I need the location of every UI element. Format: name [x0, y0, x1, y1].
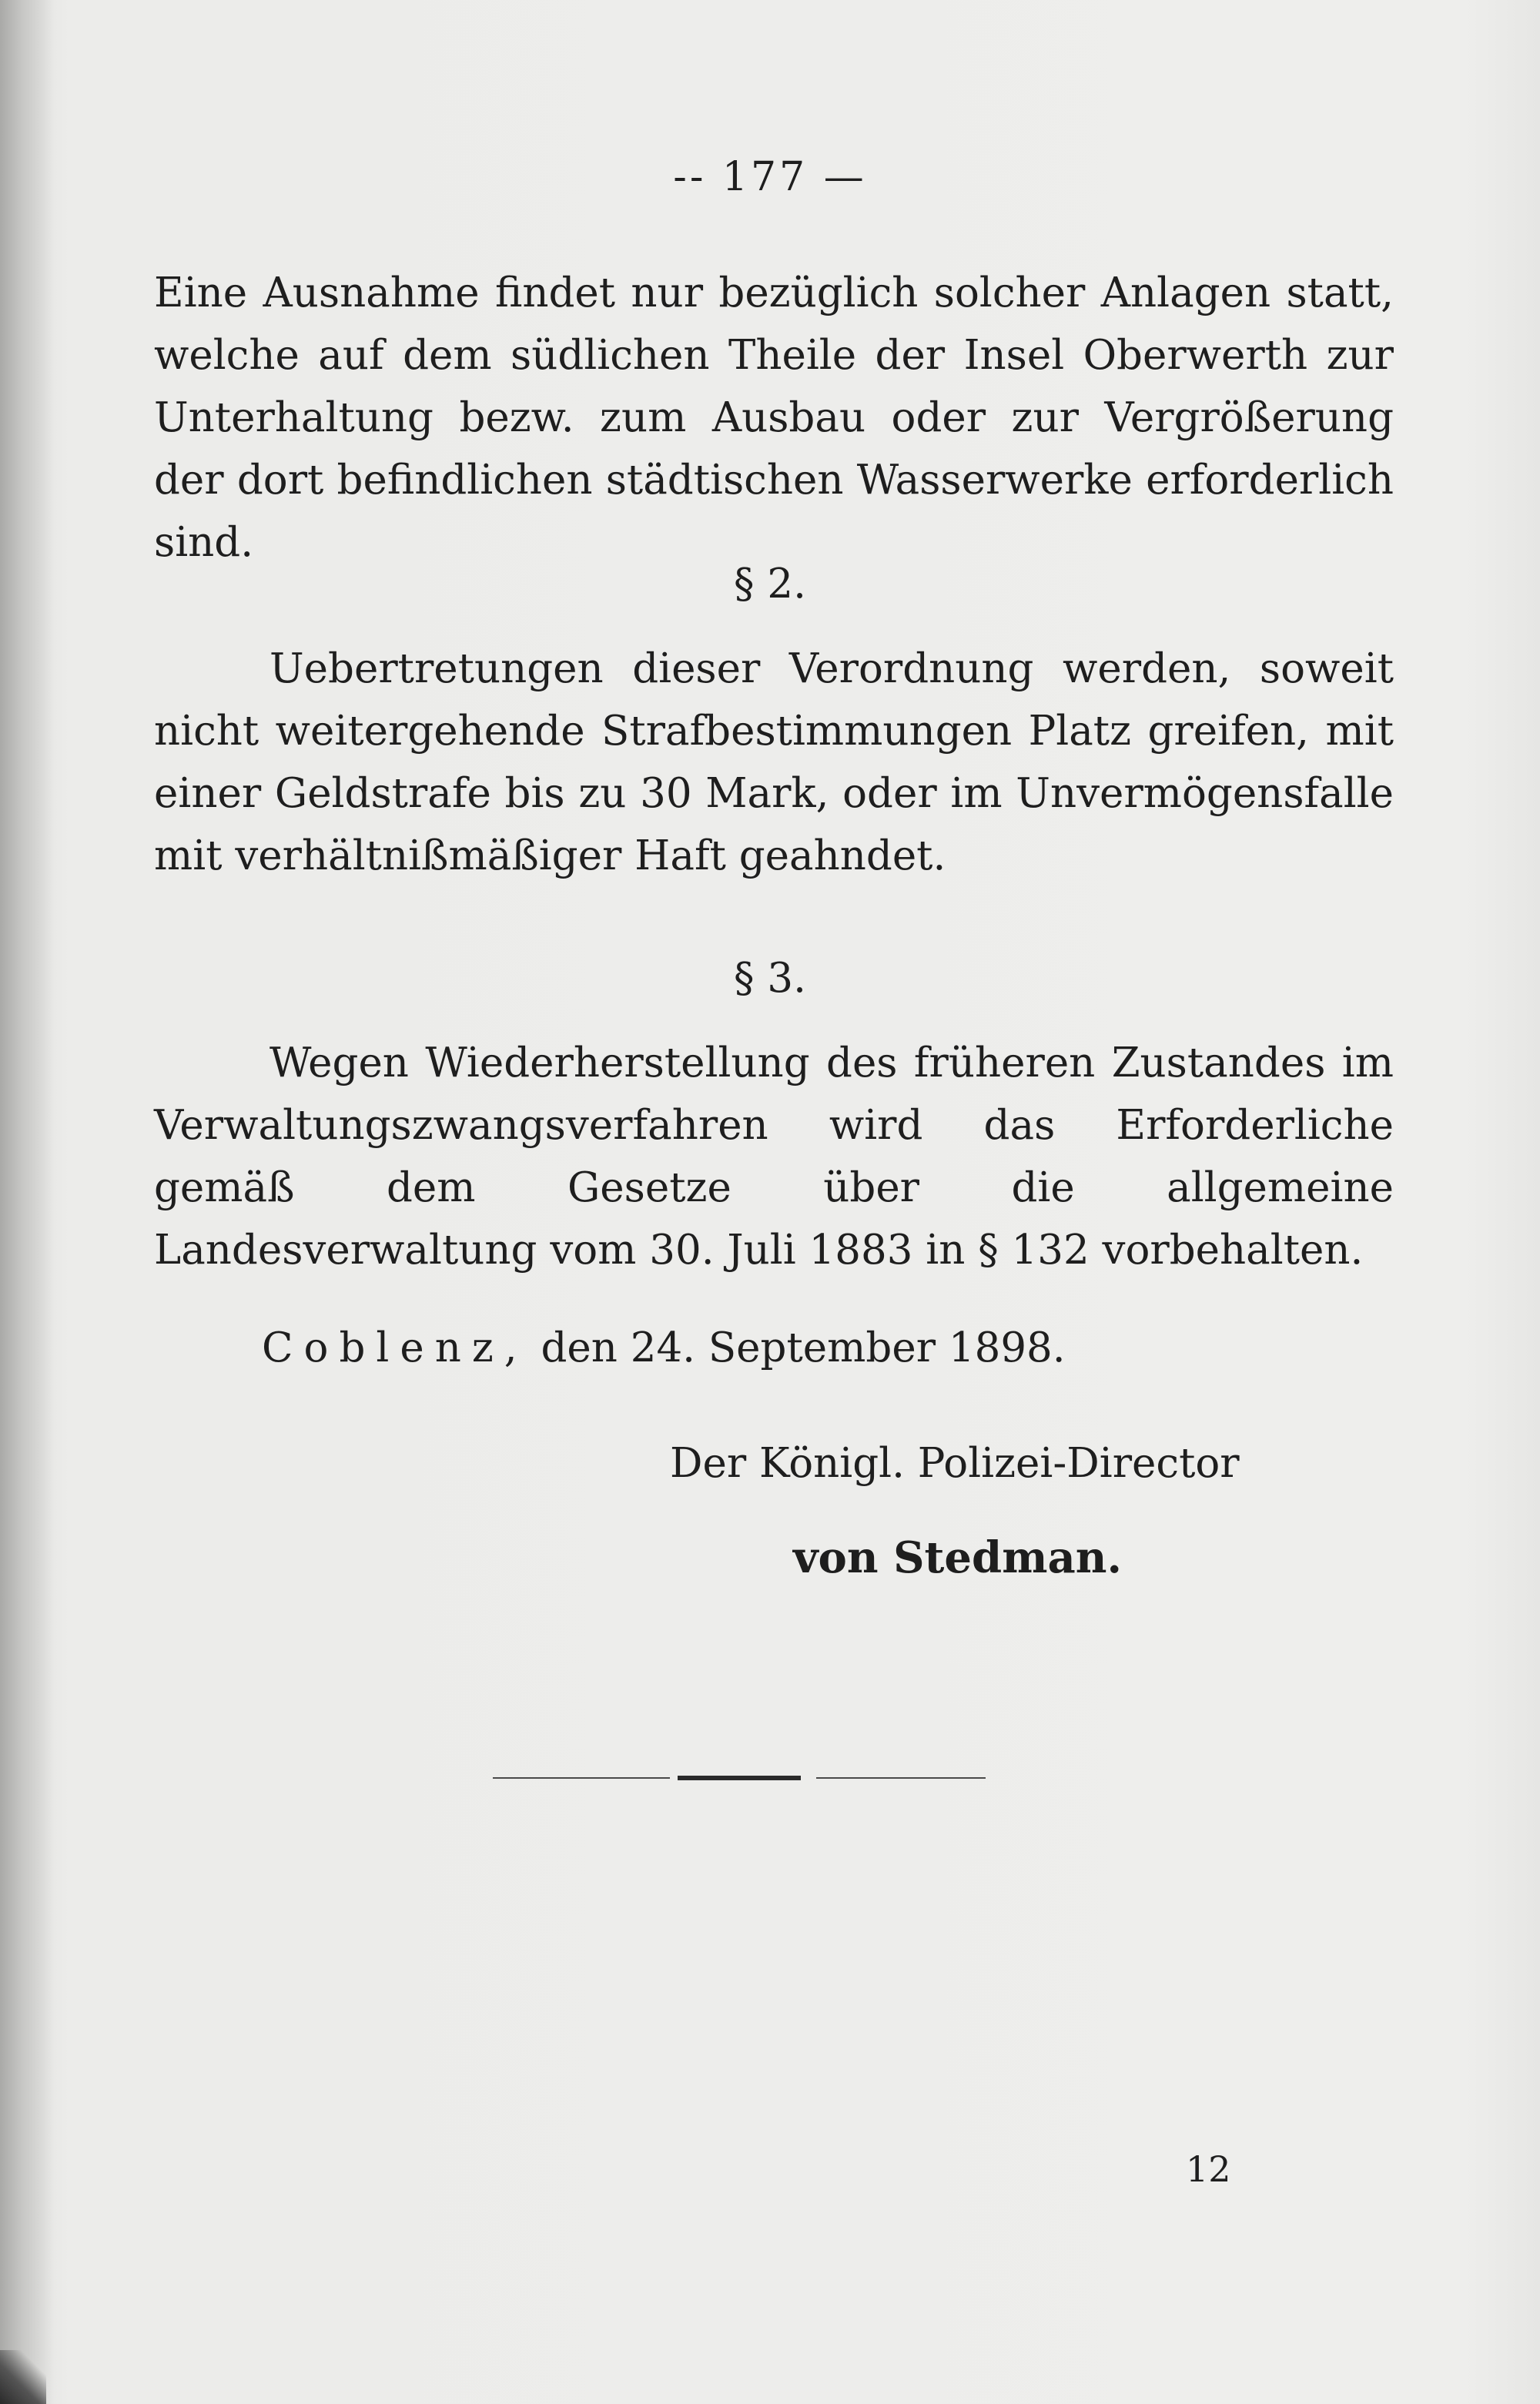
section-heading-3: § 3. — [734, 955, 806, 1002]
page-corner-shadow — [0, 2350, 46, 2404]
dateline-date: den 24. September 1898. — [541, 1324, 1066, 1371]
closing-rule-left — [493, 1777, 670, 1779]
dateline-place: Coblenz, — [262, 1324, 528, 1371]
page-number-header: -- 177 — — [673, 154, 867, 200]
closing-rule-center — [678, 1776, 801, 1780]
section-heading-2: § 2. — [734, 561, 806, 608]
signature-title: Der Königl. Polizei-Director — [670, 1440, 1240, 1487]
dateline — [262, 1324, 1066, 1371]
closing-rule-right — [816, 1777, 986, 1779]
paragraph-penalties: Uebertretungen dieser Verordnung werden, soweit nicht weitergehende Strafbestimmungen Platz greifen, mit einer Geldstrafe bis zu 30 Mark, oder im Unvermögensfalle mit verhältnißmäßiger Haft geahndet. — [154, 645, 1394, 879]
paragraph-exception: Eine Ausnahme findet nur bezüglich solcher Anlagen statt, welche auf dem südlichen Theile der Insel Oberwerth zur Unterhaltung bezw. zum Ausbau oder zur Vergrößerung der dort befindlichen städtischen Wasserwerke erforderlich sind. — [154, 270, 1394, 566]
sheet-signature-number: 12 — [1186, 2148, 1231, 2190]
book-spine-shadow — [0, 0, 54, 2404]
paragraph-restoration: Wegen Wiederherstellung des früheren Zustandes im Verwaltungszwangsverfahren wird das Erforderliche gemäß dem Gesetze über die allgemeine Landesverwaltung vom 30. Juli 1883 in § 132 vorbehalten. — [154, 1040, 1394, 1274]
signature-name: von Stedman. — [793, 1532, 1122, 1583]
